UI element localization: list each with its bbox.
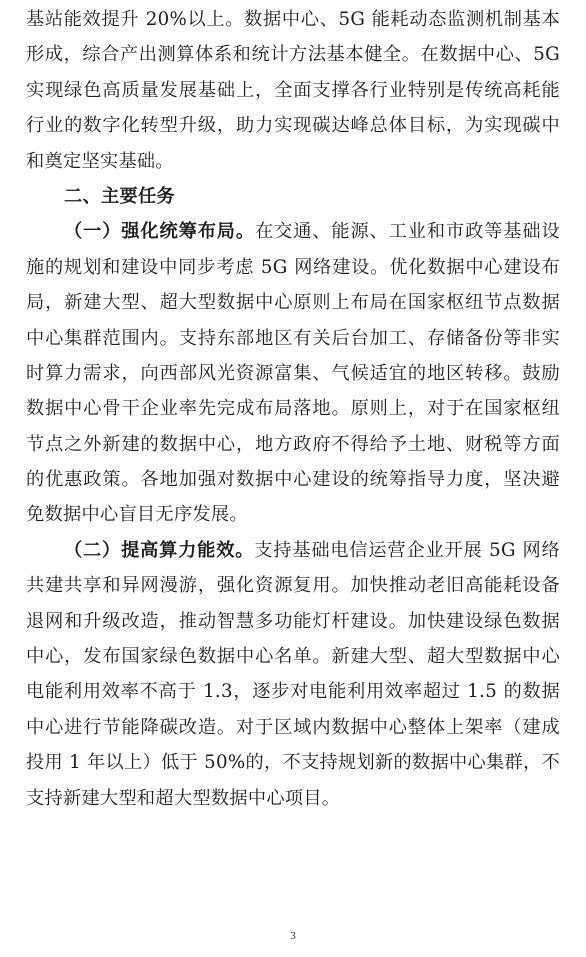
section-heading: 二、主要任务: [64, 185, 175, 207]
task2-line-7: 投用 1 年以上）低于 50%的，不支持规划新的数据中心集群，不: [26, 752, 560, 774]
intro-line-5: 和奠定坚实基础。: [26, 150, 174, 172]
intro-line-4: 行业的数字化转型升级，助力实现碳达峰总体目标，为实现碳中: [26, 115, 560, 137]
task1-line-6: 数据中心骨干企业率先完成布局落地。原则上，对于在国家枢纽: [26, 398, 560, 420]
task2-paragraph: [26, 533, 560, 816]
intro-line-2: 形成，综合产出测算体系和统计方法基本健全。在数据中心、5G: [26, 44, 560, 66]
task2-line-2: 共建共享和异网漫游，强化资源复用。加快推动老旧高能耗设备: [26, 575, 560, 597]
task1-paragraph: [26, 214, 560, 533]
task1-first-line-text: 在交通、能源、工业和市政等基础设: [255, 221, 560, 243]
task1-line-9: 免数据中心盲目无序发展。: [26, 504, 248, 526]
task1-title: （一）强化统筹布局。: [64, 221, 255, 243]
task1-line-3: 局，新建大型、超大型数据中心原则上布局在国家枢纽节点数据: [26, 292, 560, 314]
intro-line-1: 基站能效提升 20%以上。数据中心、5G 能耗动态监测机制基本: [26, 9, 560, 30]
task1-line-8: 的优惠政策。各地加强对数据中心建设的统筹指导力度，坚决避: [26, 469, 560, 491]
page-number: 3: [290, 930, 296, 942]
task2-line-6: 中心进行节能降碳改造。对于区域内数据中心整体上架率（建成: [26, 716, 560, 738]
task2-line-4: 中心，发布国家绿色数据中心名单。新建大型、超大型数据中心: [26, 646, 560, 668]
task2-first-line-text: 支持基础电信运营企业开展 5G 网络: [254, 539, 560, 561]
task1-line-2: 施的规划和建设中同步考虑 5G 网络建设。优化数据中心建设布: [26, 256, 560, 278]
intro-line-3: 实现绿色高质量发展基础上，全面支撑各行业特别是传统高耗能: [26, 79, 560, 101]
task1-line-5: 时算力需求，向西部风光资源富集、气候适宜的地区转移。鼓励: [26, 362, 560, 384]
intro-paragraph: [26, 2, 560, 179]
document-page: [26, 2, 560, 816]
task2-title: （二）提高算力能效。: [64, 539, 255, 561]
task2-line-3: 退网和升级改造，推动智慧多功能灯杆建设。加快建设绿色数据: [26, 610, 560, 632]
task1-line-4: 中心集群范围内。支持东部地区有关后台加工、存储备份等非实: [26, 327, 560, 349]
task2-line-8: 支持新建大型和超大型数据中心项目。: [26, 787, 341, 809]
task2-line-5: 电能利用效率不高于 1.3，逐步对电能利用效率超过 1.5 的数据: [26, 681, 560, 703]
task1-first-line: [26, 214, 560, 249]
task1-line-7: 节点之外新建的数据中心，地方政府不得给予土地、财税等方面: [26, 433, 560, 455]
task2-first-line: [26, 533, 560, 568]
